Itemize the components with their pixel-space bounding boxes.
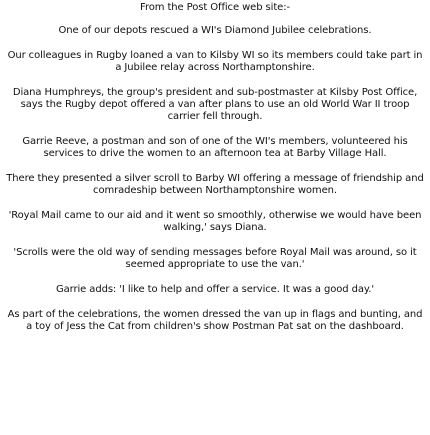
paragraph-quote-diana: 'Royal Mail came to our aid and it went so smoothly, otherwise we would have been walking,' says Diana. [8,210,422,233]
paragraph-scroll: There they presented a silver scroll to Barby WI offering a message of friendship and comradeship between Northamptonshire women. [6,173,424,196]
source-line: From the Post Office web site:- [140,2,290,13]
paragraph-van-loan: Our colleagues in Rugby loaned a van to Kilsby WI so its members could take part in a Jubilee relay across Northamptonshire. [7,50,423,73]
paragraph-celebrations: As part of the celebrations, the women dressed the van up in flags and bunting, and a toy of Jess the Cat from children's show Postman Pat sat on the dashboard. [7,309,423,332]
paragraph-diana: Diana Humphreys, the group's president and sub-postmaster at Kilsby Post Office, says the Rugby depot offered a van after plans to use an old World War II troop carrier fell through. [12,87,418,122]
paragraph-intro: One of our depots rescued a WI's Diamond Jubilee celebrations. [58,25,372,36]
paragraph-quote-scrolls: 'Scrolls were the old way of sending messages before Royal Mail was around, so it seemed appropriate to use the van.' [13,247,417,270]
paragraph-quote-garrie: Garrie adds: 'I like to help and offer a service. It was a good day.' [55,284,375,295]
paragraph-garrie: Garrie Reeve, a postman and son of one of the WI's members, volunteered his services to drive the women to an afternoon tea at Barby Village Hall. [22,136,408,159]
